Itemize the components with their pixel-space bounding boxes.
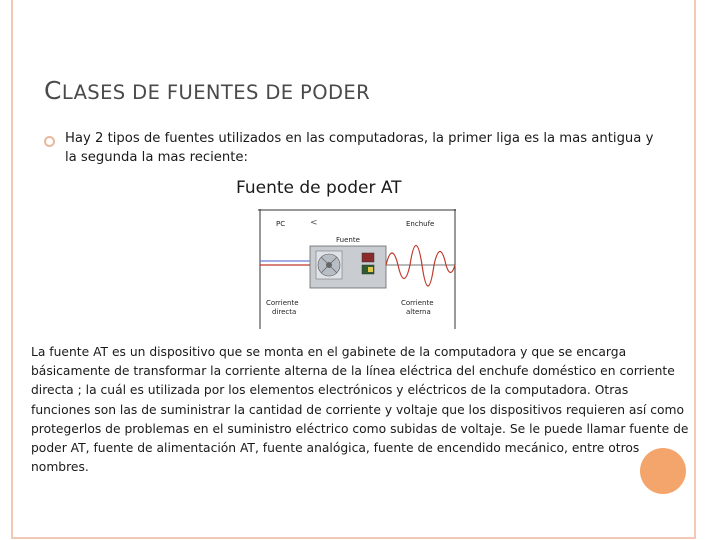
label-ac-line1: Corriente: [401, 299, 434, 307]
slide-title: [44, 76, 370, 105]
title-first-letter: C: [44, 76, 62, 105]
label-fuente: Fuente: [336, 236, 360, 244]
subheading: Fuente de poder AT: [236, 178, 402, 198]
power-supply-diagram: [258, 209, 456, 329]
label-pc: PC: [276, 220, 286, 228]
switch-icon: [362, 253, 374, 262]
ac-wave: [386, 246, 455, 287]
label-dc-line2: directa: [272, 308, 297, 316]
label-enchufe: Enchufe: [406, 220, 435, 228]
title-rest: LASES DE FUENTES DE PODER: [61, 81, 371, 104]
bullet-text: Hay 2 tipos de fuentes utilizados en las computadoras, la primer liga es la mas antigua y la segunda la mas reciente:: [65, 131, 654, 165]
label-ac-line2: alterna: [406, 308, 431, 316]
socket-led: [368, 267, 373, 272]
connector-glyph: <: [310, 218, 318, 228]
bullet-icon: [44, 136, 55, 147]
label-dc-line1: Corriente: [266, 299, 299, 307]
decorative-orange-circle: [640, 448, 686, 494]
body-paragraph: La fuente AT es un dispositivo que se monta en el gabinete de la computadora y que se encarga básicamente de transformar la corriente alterna de la línea eléctrica del enchufe doméstico en corriente directa ; la cuál es utilizada por los elementos electrónicos y eléctricos de la computadora. Otras funciones son las de suministrar la cantidad de corriente y voltaje que los dispositivos requieren así como protegerlos de problemas en el suministro eléctrico como subidas de voltaje. Se le puede llamar fuente de poder AT, fuente de alimentación AT, fuente analógica, fuente de encendido mecánico, entre otros nombres.: [31, 345, 689, 475]
